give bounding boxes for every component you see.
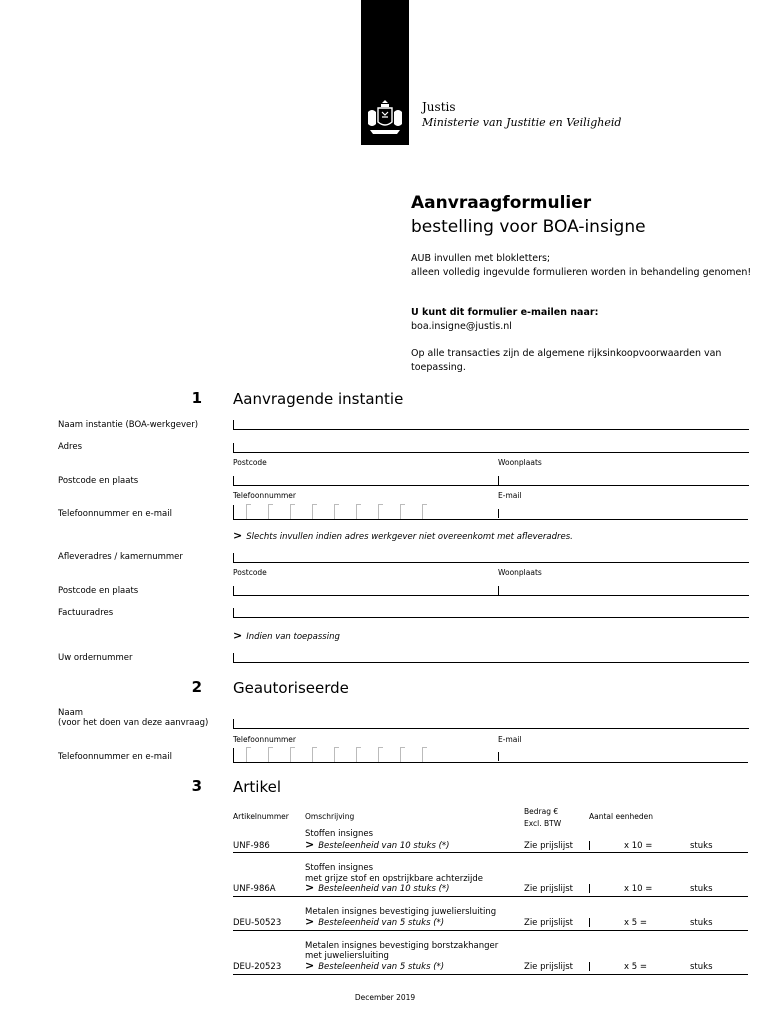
row2-unit-text: Besteleenheid van 10 stuks (*): [318, 884, 450, 894]
sub-postcode: Postcode: [233, 458, 267, 467]
row1-unit: > Besteleenheid van 10 stuks (*): [305, 838, 450, 851]
note-afleveradres: > Slechts invullen indien adres werkgever niet overeenkomt met afleveradres.: [233, 529, 573, 542]
sub-telefoonnummer: Telefoonnummer: [233, 491, 297, 500]
row4-artikelnummer: DEU-20523: [233, 962, 282, 972]
row3-stuks: stuks: [690, 918, 713, 928]
table-row: [233, 852, 748, 853]
label-factuuradres: Factuuradres: [58, 608, 114, 618]
intro-line1: AUB invullen met blokletters;: [411, 253, 551, 264]
geautoriseerde-naam-field[interactable]: [233, 719, 749, 729]
sub-email-2: E-mail: [498, 735, 522, 744]
royal-crest-icon: [364, 94, 406, 140]
note-factuuradres-text: Indien van toepassing: [246, 632, 340, 642]
section3-title: Artikel: [233, 778, 282, 796]
section2-title: Geautoriseerde: [233, 679, 349, 697]
label-adres: Adres: [58, 442, 83, 452]
note-afleveradres-text: Slechts invullen indien adres werkgever niet overeenkomt met afleveradres.: [246, 532, 573, 542]
sub-postcode-2: Postcode: [233, 568, 267, 577]
sub-woonplaats: Woonplaats: [498, 458, 542, 467]
row4-unit: > Besteleenheid van 5 stuks (*): [305, 959, 445, 972]
row4-desc1: Metalen insignes bevestiging borstzakhanger: [305, 941, 499, 951]
adres-field[interactable]: [233, 443, 749, 453]
label-postcode-plaats-2: Postcode en plaats: [58, 586, 139, 596]
postcode-field[interactable]: [233, 476, 749, 486]
label-telefoon-email: Telefoonnummer en e-mail: [58, 509, 172, 519]
col-aantal: Aantal eenheden: [589, 812, 653, 821]
row2-stuks: stuks: [690, 884, 713, 894]
row1-aantal-field[interactable]: [589, 841, 590, 850]
row4-mult: x 5 =: [624, 962, 647, 972]
form-title: Aanvraagformulier: [411, 193, 592, 213]
row3-aantal-field[interactable]: [589, 918, 590, 927]
email-heading: U kunt dit formulier e-mailen naar:: [411, 307, 599, 318]
ministry-name: Ministerie van Justitie en Veiligheid: [422, 116, 622, 129]
label-afleveradres: Afleveradres / kamernummer: [58, 552, 183, 562]
row1-desc1: Stoffen insignes: [305, 829, 374, 839]
row2-unit: > Besteleenheid van 10 stuks (*): [305, 881, 450, 894]
factuuradres-field[interactable]: [233, 608, 749, 618]
woonplaats-field[interactable]: [498, 476, 499, 485]
label-naam-1: Naam: [58, 708, 84, 718]
row2-price: Zie prijslijst: [524, 884, 574, 894]
section1-title: Aanvragende instantie: [233, 390, 404, 408]
row4-unit-text: Besteleenheid van 5 stuks (*): [318, 962, 445, 972]
row1-stuks: stuks: [690, 841, 713, 851]
ordernummer-field[interactable]: [233, 653, 749, 663]
intro-line2: alleen volledig ingevulde formulieren worden in behandeling genomen!: [411, 267, 752, 278]
sub-woonplaats-2: Woonplaats: [498, 568, 542, 577]
row3-price: Zie prijslijst: [524, 918, 574, 928]
col-excl-btw: Excl. BTW: [524, 819, 562, 828]
row3-desc1: Metalen insignes bevestiging juweliersluiting: [305, 907, 497, 917]
section3-number: 3: [191, 777, 202, 795]
row2-desc1: Stoffen insignes: [305, 863, 374, 873]
row2-aantal-field[interactable]: [589, 884, 590, 893]
note-factuuradres: > Indien van toepassing: [233, 629, 340, 642]
telefoon-field-2[interactable]: [233, 748, 454, 763]
col-omschrijving: Omschrijving: [305, 812, 355, 821]
row1-price: Zie prijslijst: [524, 841, 574, 851]
table-row: [233, 896, 748, 897]
woonplaats-field-2[interactable]: [498, 586, 499, 595]
row1-artikelnummer: UNF-986: [233, 841, 270, 851]
label-naam-2: (voor het doen van deze aanvraag): [58, 718, 209, 728]
section1-number: 1: [191, 389, 202, 407]
row1-mult: x 10 =: [624, 841, 653, 851]
label-naam-instantie: Naam instantie (BOA-werkgever): [58, 420, 199, 430]
afleveradres-field[interactable]: [233, 553, 749, 563]
col-artikelnummer: Artikelnummer: [233, 812, 289, 821]
form-subtitle: bestelling voor BOA-insigne: [411, 217, 646, 237]
table-row: [233, 930, 748, 931]
org-name: Justis: [422, 100, 456, 114]
row3-mult: x 5 =: [624, 918, 647, 928]
sub-email: E-mail: [498, 491, 522, 500]
section2-number: 2: [191, 678, 202, 696]
row4-desc2: met juweliersluiting: [305, 951, 389, 961]
row3-artikelnummer: DEU-50523: [233, 918, 282, 928]
row2-desc2: met grijze stof en opstrijkbare achterzijde: [305, 874, 484, 884]
sub-telefoonnummer-2: Telefoonnummer: [233, 735, 297, 744]
label-ordernummer: Uw ordernummer: [58, 653, 133, 663]
row2-mult: x 10 =: [624, 884, 653, 894]
row1-unit-text: Besteleenheid van 10 stuks (*): [318, 841, 450, 851]
terms-text: Op alle transacties zijn de algemene rijksinkoopvoorwaarden van toepassing.: [411, 348, 722, 373]
row3-unit-text: Besteleenheid van 5 stuks (*): [318, 918, 445, 928]
email-field[interactable]: [498, 509, 499, 518]
row3-unit: > Besteleenheid van 5 stuks (*): [305, 915, 445, 928]
email-address[interactable]: boa.insigne@justis.nl: [411, 321, 512, 332]
label-telefoon-email-2: Telefoonnummer en e-mail: [58, 752, 172, 762]
row2-artikelnummer: UNF-986A: [233, 884, 276, 894]
footer-date: December 2019: [354, 993, 416, 1002]
table-row: [233, 974, 748, 975]
label-postcode-plaats: Postcode en plaats: [58, 476, 139, 486]
telefoon-field[interactable]: [233, 505, 454, 520]
row4-aantal-field[interactable]: [589, 962, 590, 971]
row4-stuks: stuks: [690, 962, 713, 972]
row4-price: Zie prijslijst: [524, 962, 574, 972]
naam-instantie-field[interactable]: [233, 420, 749, 430]
col-bedrag: Bedrag €: [524, 807, 559, 816]
email-field-2[interactable]: [498, 752, 499, 761]
postcode-field-2[interactable]: [233, 586, 749, 596]
